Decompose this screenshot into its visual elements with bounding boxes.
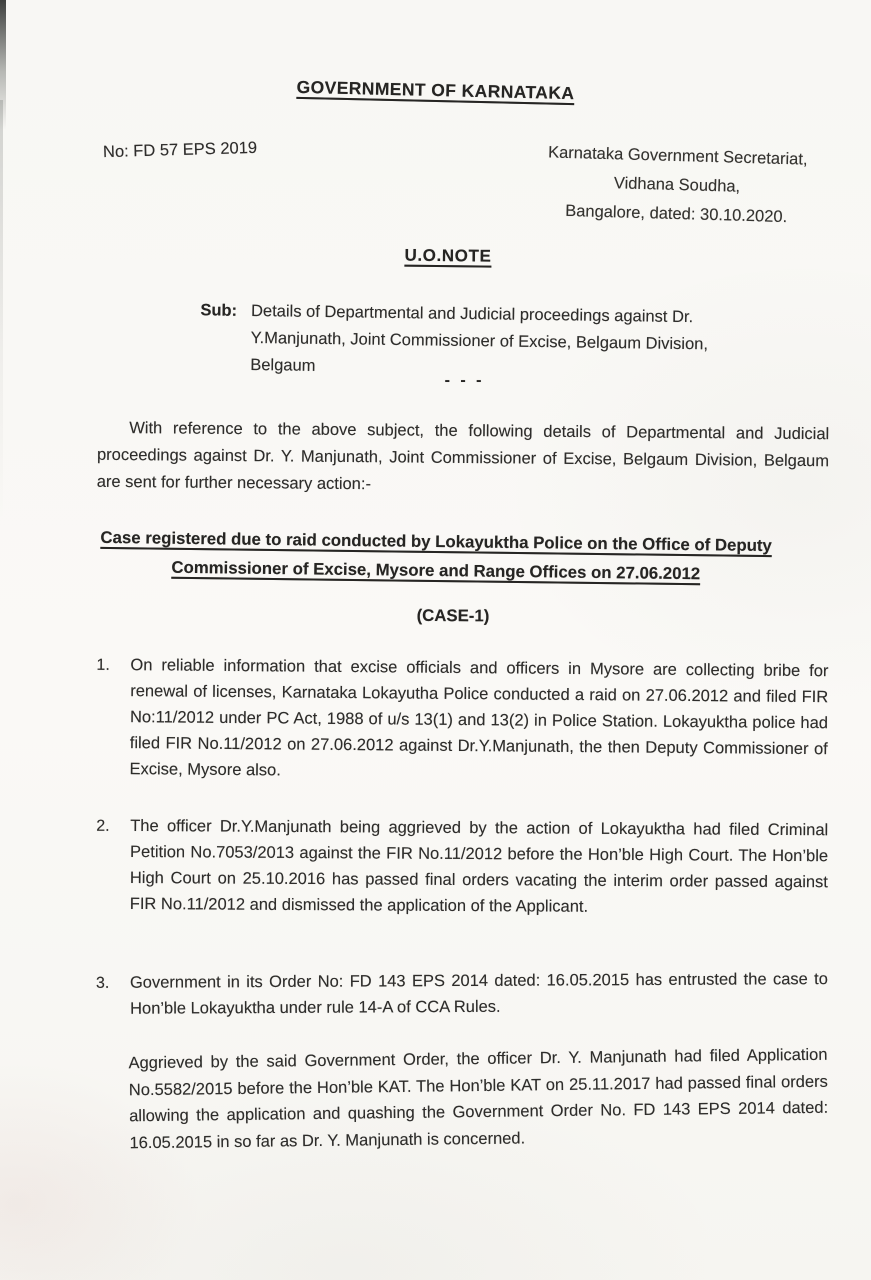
secretariat-address: [501, 137, 853, 234]
case-heading: [80, 523, 793, 590]
address-line-2: Vidhana Soudha,: [613, 174, 741, 196]
list-item-2: [96, 813, 829, 921]
document-title-text: GOVERNMENT OF KARNATAKA: [296, 76, 575, 104]
note-heading: [0, 241, 871, 270]
address-line-1: Karnataka Government Secretariat,: [547, 143, 808, 169]
continuation-paragraph: Aggrieved by the said Government Order, the officer Dr. Y. Manjunath had filed Application No.5582/2015 before the Hon’ble KAT. The Hon’ble KAT on 25.11.2017 had passed final orders allowing the application and quashing the Government Order No. FD 143 EPS 2014 dated: 16.05.2015 in so far as Dr. Y. Manjunath is concerned.: [128, 1045, 829, 1152]
item-text: On reliable information that excise officials and officers in Mysore are collecting bribe for renewal of licenses, Karnataka Lokayutha Police conducted a raid on 27.06.2012 and filed FIR No:11/2012 under PC Act, 1988 of u/s 13(1) and 13(2) in Police Station. Lokayuktha police had filed FIR No.11/2012 on 27.06.2012 against Dr.Y.Manjunath, the then Deputy Commissioner of Excise, Mysore also.: [129, 656, 829, 780]
item-text: Government in its Order No: FD 143 EPS 2014 dated: 16.05.2015 has entrusted the case to Hon’ble Lokayuktha under rule 14-A of CCA Rules.: [129, 970, 828, 1018]
intro-paragraph: With reference to the above subject, the following details of Departmental and Judicial proceedings against Dr. Y. Manjunath, Joint Commissioner of Excise, Belgaum Division, Belgaum are sent for further necessary action:-: [96, 419, 830, 494]
case-number-label: (CASE-1): [416, 605, 490, 626]
address-line-3: Bangalore, dated: 30.10.2020.: [564, 201, 788, 227]
item-number: 1.: [96, 656, 110, 674]
list-item-3: [96, 966, 828, 1022]
item-number: 3.: [95, 974, 110, 992]
subject-label: Sub:: [200, 301, 238, 320]
separator-dashes: - - -: [444, 372, 485, 389]
item-number: 2.: [96, 817, 110, 835]
case-heading-text: Case registered due to raid conducted by Lokayuktha Police on the Office of Deputy Commissioner of Excise, Mysore and Range Offices on 27.06.2012: [100, 527, 772, 584]
scan-artifact-edge: [0, 100, 3, 520]
item-text: The officer Dr.Y.Manjunath being aggrieved by the action of Lokayuktha had filed Criminal Petition No.7053/2013 against the FIR No.11/2012 before the Hon’ble High Court. The Hon’ble High Court on 25.10.2016 has passed final orders vacating the interim order passed against FIR No.11/2012 and dismissed the application of the Applicant.: [129, 816, 829, 916]
note-heading-text: U.O.NOTE: [404, 245, 492, 266]
reference-number: No: FD 57 EPS 2019: [102, 138, 258, 162]
subject-text: Details of Departmental and Judicial proceedings against Dr. Y.Manjunath, Joint Commissioner of Excise, Belgaum Division, Belgaum: [250, 301, 709, 375]
list-item-1: [95, 652, 828, 788]
document-title: [0, 70, 871, 111]
